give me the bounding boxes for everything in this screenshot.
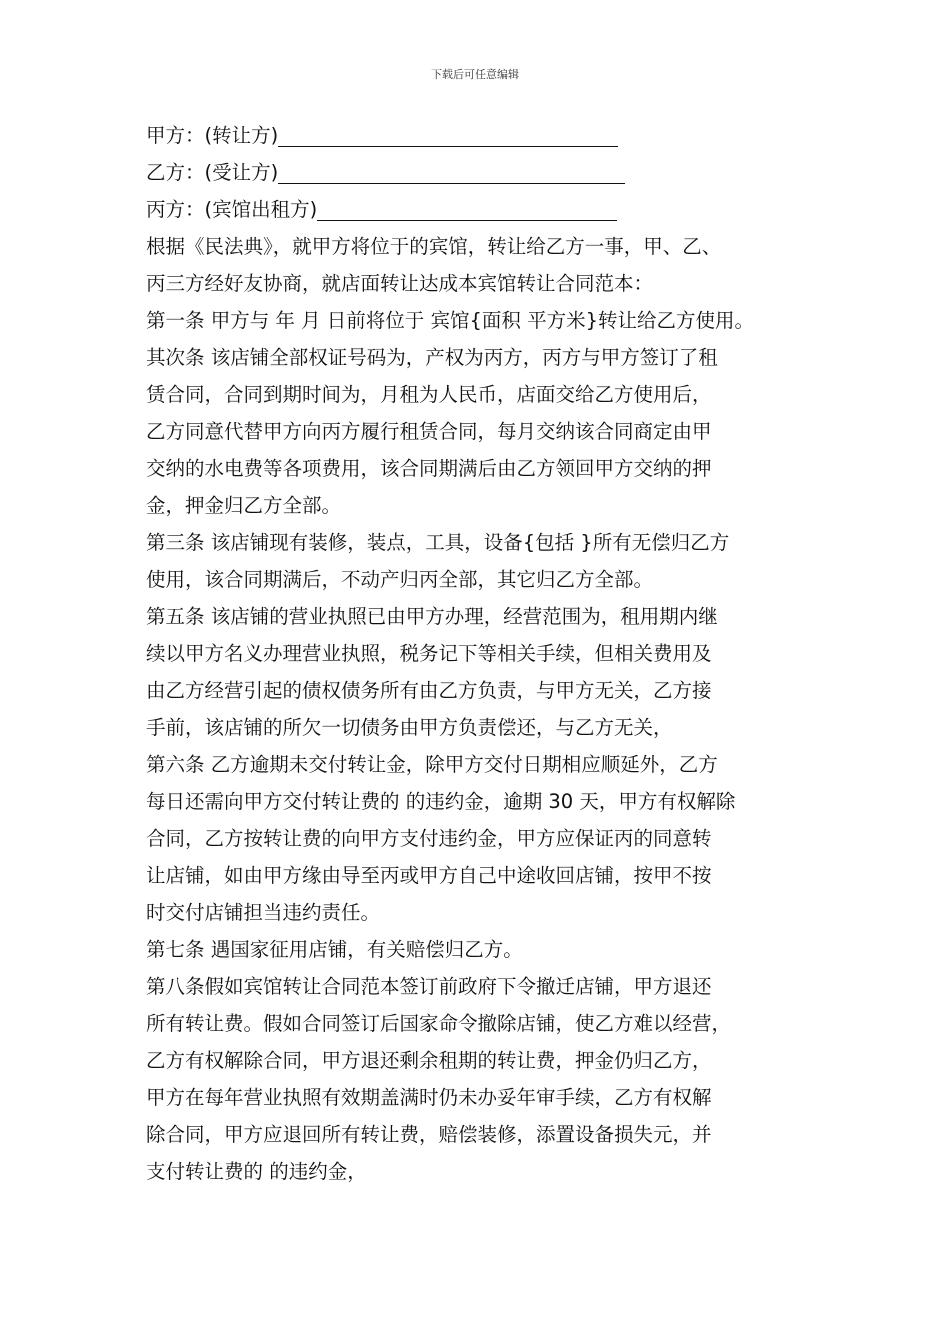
text-line: 第一条 甲方与 年 月 日前将位于 宾馆{面积 平方米}转让给乙方使用。: [146, 309, 755, 332]
text-line: 根据《民法典》，就甲方将位于的宾馆，转让给乙方一事，甲、乙、: [146, 235, 722, 258]
party-line-transferor: [146, 117, 836, 154]
party-label: 甲方：(转让方): [146, 124, 279, 147]
text-line: 赁合同，合同到期时间为，月租为人民币，店面交给乙方使用后，: [146, 383, 712, 406]
text-line: 乙方有权解除合同，甲方退还剩余租期的转让费，押金仍归乙方，: [146, 1049, 712, 1072]
text-line: 手前，该店铺的所欠一切债务由甲方负责偿还，与乙方无关，: [146, 716, 673, 739]
party-line-transferee: [146, 154, 836, 191]
party-line-lessor: [146, 191, 836, 228]
text-line: 金，押金归乙方全部。: [146, 494, 342, 517]
text-line: 由乙方经营引起的债权债务所有由乙方负责，与甲方无关，乙方接: [146, 679, 712, 702]
text-line: 除合同，甲方应退回所有转让费，赔偿装修，添置设备损失元，并: [146, 1123, 712, 1146]
signature-blank: [278, 124, 618, 147]
text-line: 甲方在每年营业执照有效期盖满时仍未办妥年审手续，乙方有权解: [146, 1086, 712, 1109]
text-line: 时交付店铺担当违约责任。: [146, 901, 381, 924]
text-line: 第三条 该店铺现有装修，装点，工具，设备{包括 }所有无偿归乙方: [146, 531, 730, 554]
text-line: 第八条假如宾馆转让合同范本签订前政府下令撤迁店铺，甲方退还: [146, 975, 712, 998]
signature-blank: [317, 198, 617, 221]
text-line: 乙方同意代替甲方向丙方履行租赁合同，每月交纳该合同商定由甲: [146, 420, 712, 443]
text-line: 让店铺，如由甲方缘由导至丙或甲方自己中途收回店铺，按甲不按: [146, 864, 712, 887]
text-line: 交纳的水电费等各项费用，该合同期满后由乙方领回甲方交纳的押: [146, 457, 712, 480]
page-header-note: 下载后可任意编辑: [431, 68, 519, 81]
text-line: 第六条 乙方逾期未交付转让金，除甲方交付日期相应顺延外，乙方: [146, 753, 718, 776]
text-line: 支付转让费的 的违约金，: [146, 1160, 367, 1183]
text-line: 合同，乙方按转让费的向甲方支付违约金，甲方应保证丙的同意转: [146, 827, 712, 850]
text-line: 第五条 该店铺的营业执照已由甲方办理，经营范围为，租用期内继: [146, 605, 718, 628]
text-line: 续以甲方名义办理营业执照，税务记下等相关手续，但相关费用及: [146, 642, 712, 665]
text-line: 其次条 该店铺全部权证号码为，产权为丙方，丙方与甲方签订了租: [146, 346, 718, 369]
text-line: 每日还需向甲方交付转让费的 的违约金，逾期 30 天，甲方有权解除: [146, 790, 736, 813]
contract-body: [146, 117, 836, 1190]
party-label: 乙方：(受让方): [146, 161, 279, 184]
party-label: 丙方：(宾馆出租方): [146, 198, 318, 221]
text-line: 所有转让费。假如合同签订后国家命令撤除店铺，使乙方难以经营，: [146, 1012, 732, 1035]
signature-blank: [278, 161, 625, 184]
text-line: 使用，该合同期满后，不动产归丙全部，其它归乙方全部。: [146, 568, 654, 591]
text-line: 丙三方经好友协商，就店面转让达成本宾馆转让合同范本：: [146, 272, 654, 295]
text-line: 第七条 遇国家征用店铺，有关赔偿归乙方。: [146, 938, 523, 961]
